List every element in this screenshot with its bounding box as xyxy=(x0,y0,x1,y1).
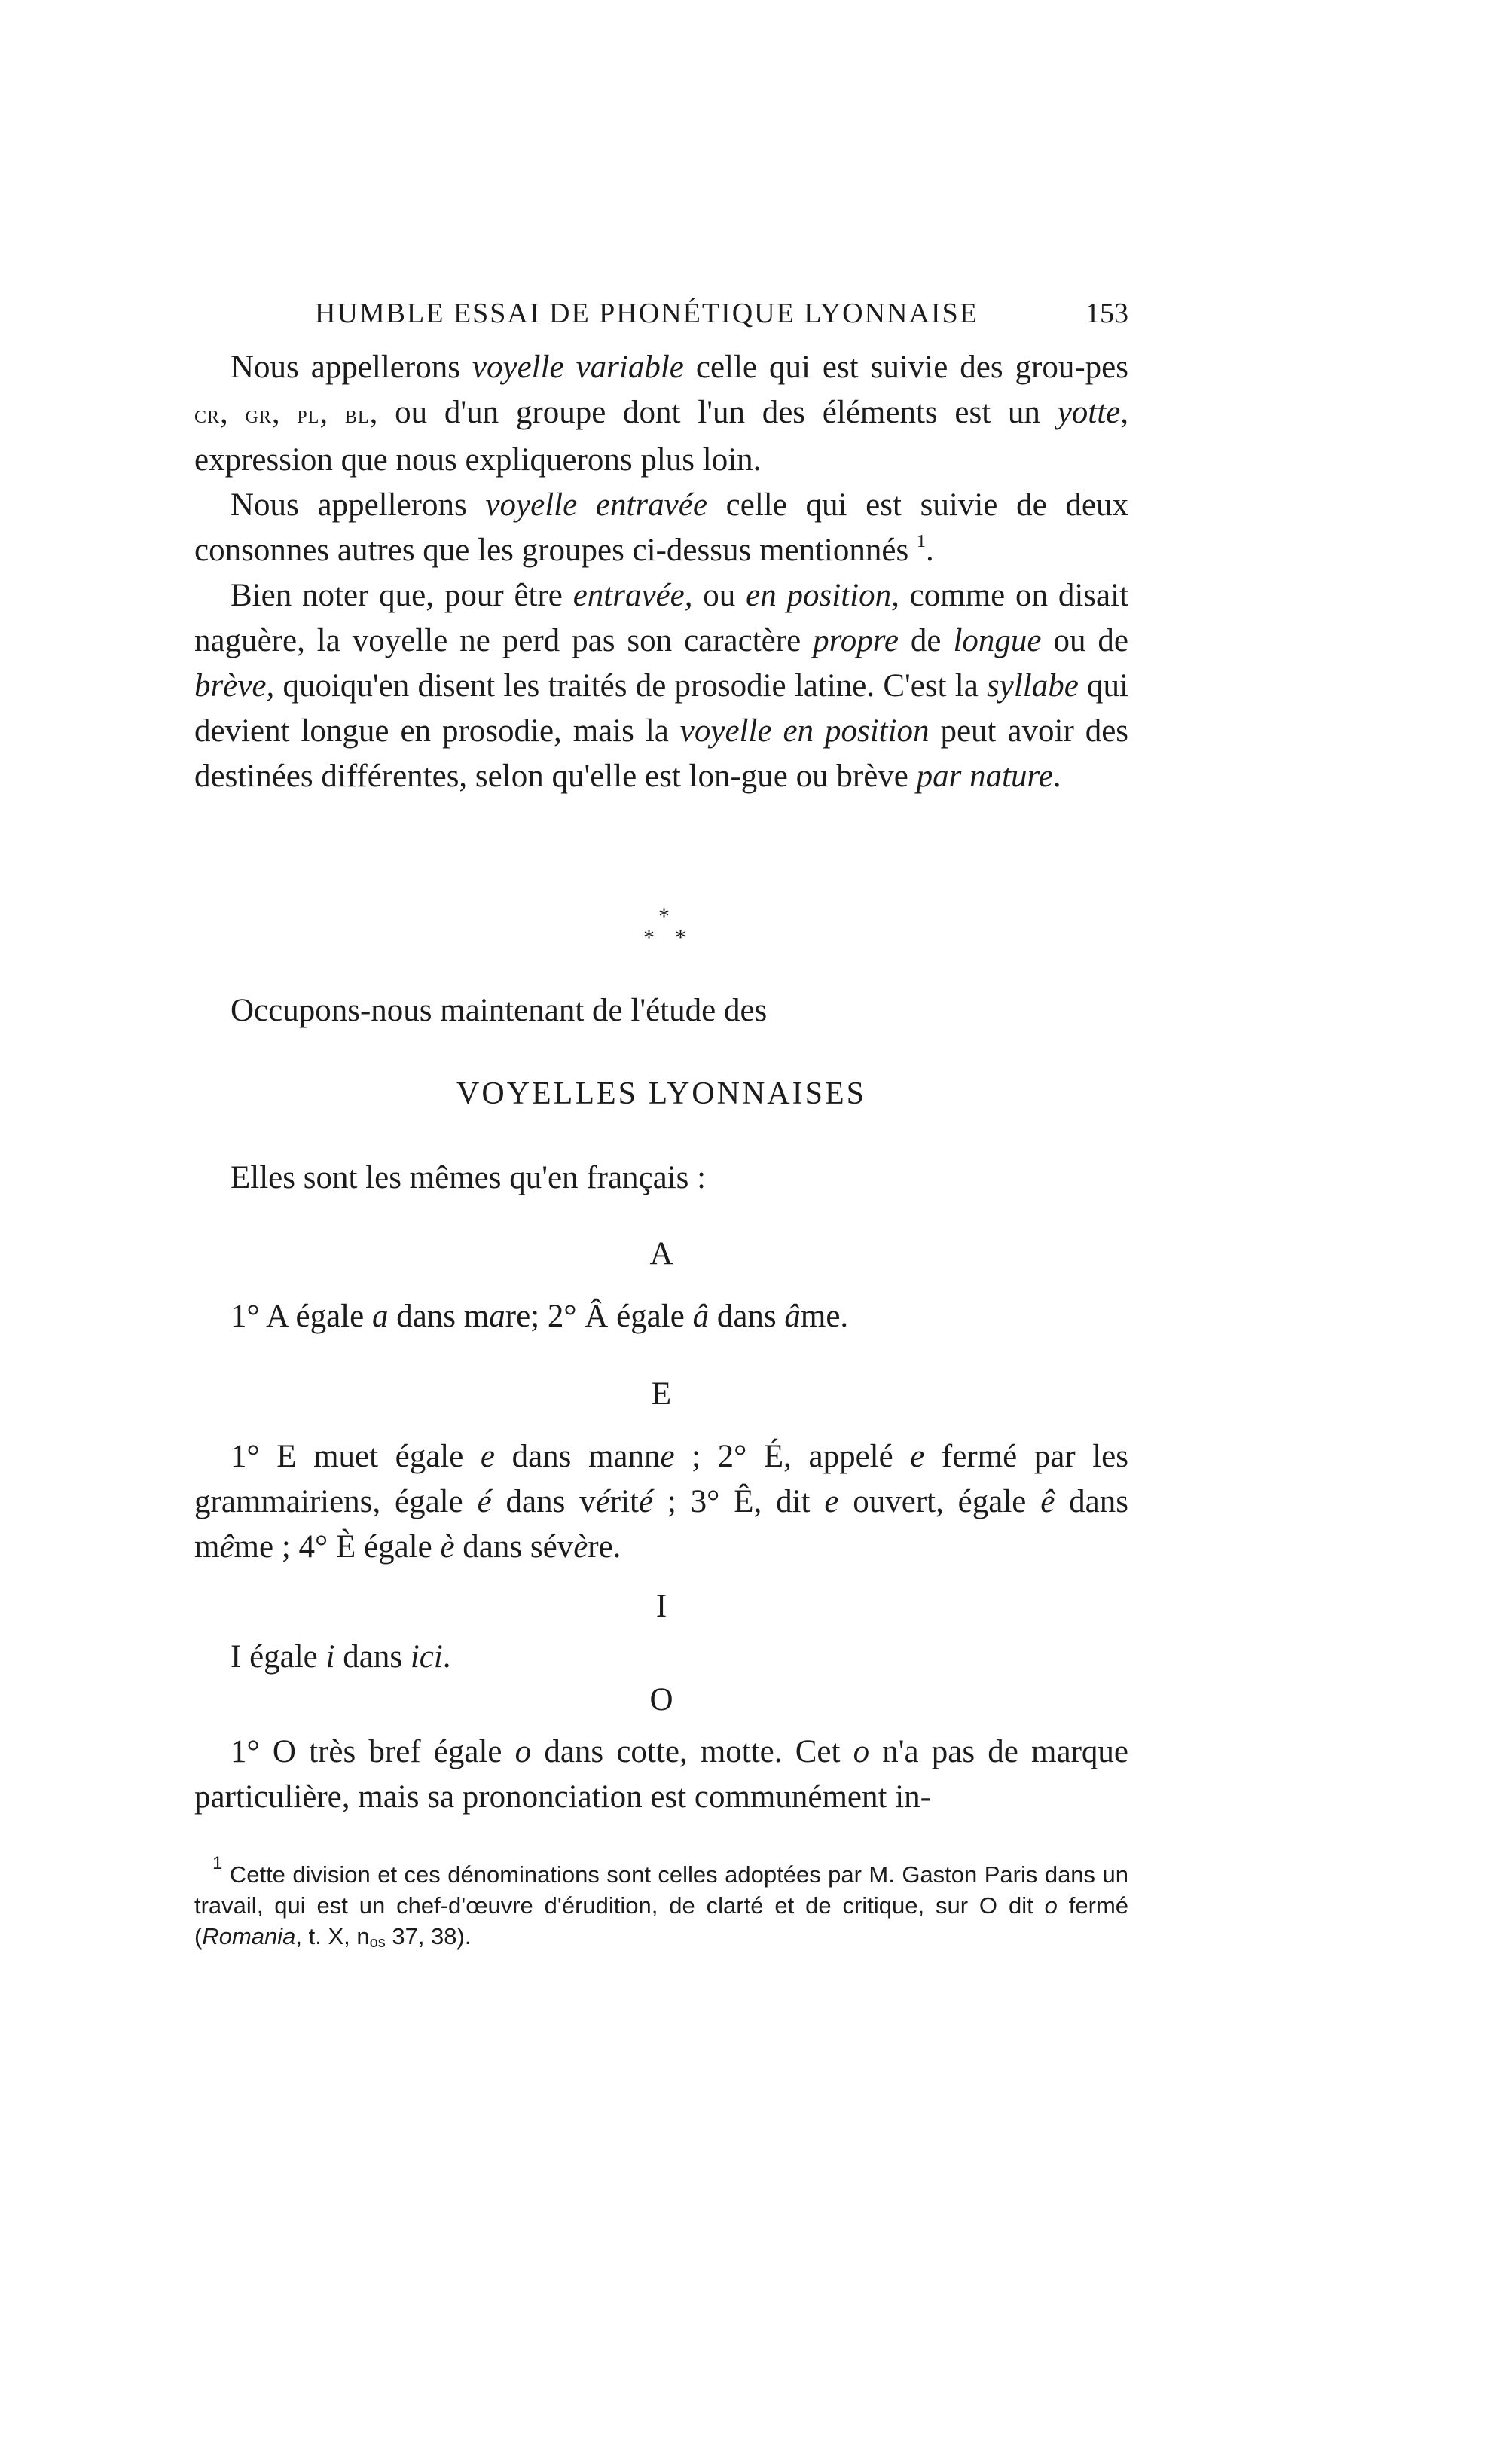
vowel-e-description: 1° E muet égale e dans manne ; 2° É, appelé e fermé par les grammairiens, égale é dans vérité ; 3° Ê, dit e ouvert, égale ê dans même ; 4° È égale è dans sévère. xyxy=(194,1439,1128,1565)
asterism-star-left: * xyxy=(643,925,655,950)
intro-line xyxy=(194,988,1128,1034)
running-head xyxy=(194,292,1128,337)
vowel-heading-a: A xyxy=(649,1236,673,1272)
vowel-heading-i: I xyxy=(655,1589,667,1624)
paragraph-voyelle-variable: Nous appellerons voyelle variable celle qui est suivie des grou-pes cr, gr, pl, bl, ou d'un groupe dont l'un des éléments est un yotte, expression que nous expliquerons plus loin. xyxy=(194,350,1129,478)
asterism xyxy=(633,904,693,957)
vowel-e-block xyxy=(194,1434,1128,1570)
paragraph-voyelle-entravee: Nous appellerons voyelle entravée celle qui est suivie de deux consonnes autres que les groupes ci-dessus mentionnés $^1$. xyxy=(194,487,1128,568)
vowel-o-description: 1° O très bref égale o dans cotte, motte. Cet o n'a pas de marque particulière, mais sa prononciation est communément in- xyxy=(194,1734,1128,1815)
intro-francais xyxy=(194,1156,1128,1201)
vowel-i-block xyxy=(194,1635,1128,1680)
vowel-i-description: I égale i dans ici. xyxy=(231,1639,451,1675)
footnote-ref: 1 xyxy=(916,532,926,551)
vowel-a-description: 1° A égale a dans mare; 2° Â égale â dans âme. xyxy=(231,1299,849,1334)
paragraph-francais: Elles sont les mêmes qu'en français : xyxy=(231,1160,707,1195)
asterism-star-right: * xyxy=(675,925,686,950)
running-head-title: HUMBLE ESSAI DE PHONÉTIQUE LYONNAISE xyxy=(315,298,979,329)
section-title: VOYELLES LYONNAISES xyxy=(456,1076,866,1111)
page-number: 153 xyxy=(1085,298,1128,329)
paragraph-occupons: Occupons-nous maintenant de l'étude des xyxy=(231,993,768,1028)
footnote-1: $^1$ Cette division et ces dénominations sont celles adoptées par M. Gaston Paris dans un travail, qui est un chef-d'œuvre d'érudition, de clarté et de critique, sur O dit o fermé (Romania, t. X, $n_{os}$ 37, 38). xyxy=(194,1853,1129,1951)
vowel-heading-e: E xyxy=(651,1376,672,1412)
paragraph-position: Bien noter que, pour être entravée, ou en position, comme on disait naguère, la voyelle ne perd pas son caractère propre de longue ou de brève, quoiqu'en disent les traités de prosodie latine. C'est la syllabe qui devient longue en prosodie, mais la voyelle en position peut avoir des destinées différentes, selon qu'elle est lon-gue ou brève par nature. xyxy=(194,578,1129,794)
asterism-star-top: * xyxy=(658,904,670,929)
body-upper xyxy=(194,345,1128,799)
vowel-heading-o: O xyxy=(649,1682,673,1717)
footnote-marker: 1 xyxy=(212,1853,223,1873)
vowel-a-block xyxy=(194,1294,1128,1339)
footnotes xyxy=(194,1853,1129,1952)
vowel-o-block xyxy=(194,1730,1128,1820)
